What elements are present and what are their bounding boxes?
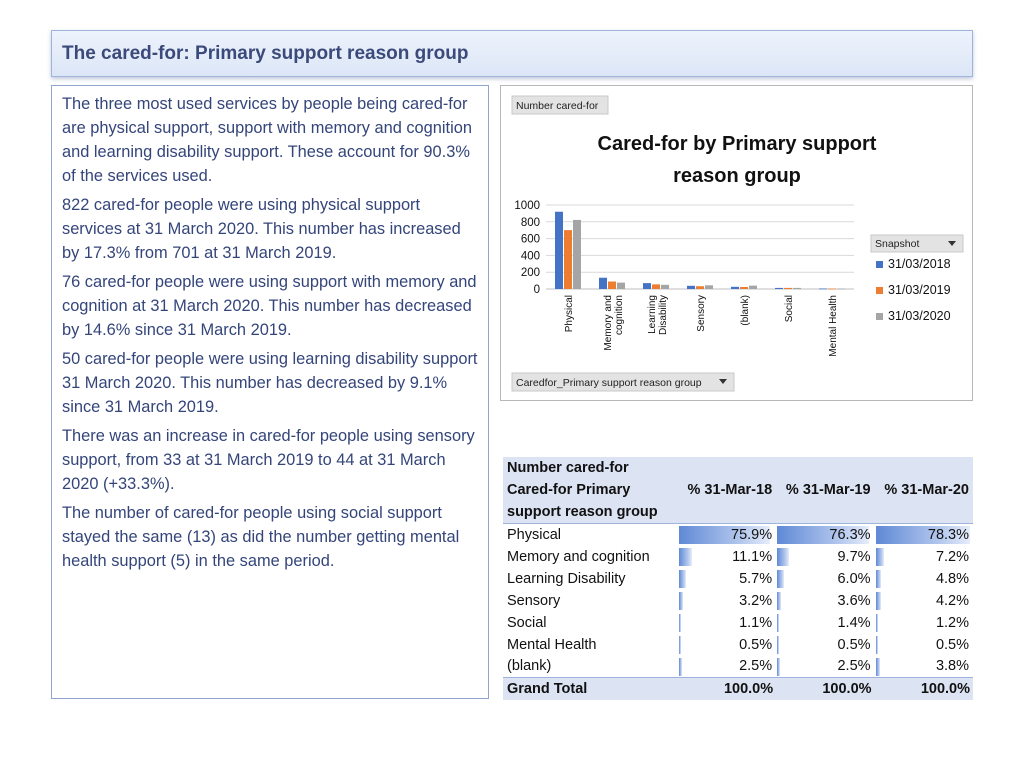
data-bar — [679, 636, 681, 654]
bar-31-03-2019 — [652, 284, 660, 289]
percent-cell: 1.1% — [678, 612, 776, 634]
data-bar — [876, 636, 878, 654]
data-bar — [679, 658, 682, 676]
narrative-panel — [51, 85, 489, 699]
table-row — [503, 524, 973, 546]
data-bar — [876, 658, 881, 676]
row-label: Mental Health — [507, 636, 597, 653]
page-title: The cared-for: Primary support reason group — [62, 42, 469, 64]
percent-cell: 2.5% — [678, 656, 776, 678]
total-cell: 100.0% — [875, 678, 973, 700]
y-tick-label: 800 — [520, 216, 540, 229]
percent-cell: 1.2% — [875, 612, 973, 634]
percent-cell: 2.5% — [776, 656, 874, 678]
row-label: Social — [507, 614, 547, 631]
bar-31-03-2018 — [775, 288, 783, 289]
y-tick-label: 0 — [533, 284, 540, 296]
chart-title: Cared-for by Primary support — [597, 133, 877, 155]
x-tick-label-line: (blank) — [740, 295, 751, 326]
percent-cell: 11.1% — [678, 546, 776, 568]
legend-swatch — [876, 313, 883, 320]
percent-cell: 1.4% — [776, 612, 874, 634]
snapshot-filter-label: Snapshot — [875, 238, 920, 250]
table-row — [503, 546, 973, 568]
row-label: Memory and cognition — [507, 548, 650, 565]
total-cell: 100.0% — [776, 678, 874, 700]
total-cell: 100.0% — [678, 678, 776, 700]
data-bar — [679, 592, 683, 610]
bar-31-03-2018 — [643, 283, 651, 289]
bar-31-03-2019 — [828, 289, 836, 290]
percent-cell: 5.7% — [678, 568, 776, 590]
percent-cell: 9.7% — [776, 546, 874, 568]
row-label: (blank) — [507, 658, 552, 675]
data-bar — [777, 570, 784, 588]
chart-title: reason group — [673, 165, 801, 187]
bar-31-03-2020 — [749, 286, 757, 289]
y-tick-label: 600 — [520, 233, 540, 246]
x-tick-label-line: Sensory — [696, 295, 707, 332]
legend-swatch — [876, 287, 883, 294]
data-bar — [876, 570, 882, 588]
x-tick-label-line: cognition — [614, 295, 625, 336]
narrative-paragraph: 822 cared-for people were using physical support services at 31 March 2020. This number has increased by 17.3% from 701 at 31 March 2019. — [62, 196, 461, 262]
data-bar — [679, 614, 681, 632]
value-field-label: Number cared-for — [516, 100, 599, 112]
x-tick-label — [828, 295, 839, 357]
percent-cell: 76.3% — [776, 524, 874, 546]
percent-cell: 3.2% — [678, 590, 776, 612]
legend-label: 31/03/2019 — [888, 283, 951, 297]
row-header — [503, 457, 678, 524]
narrative-paragraph: The number of cared-for people using social support stayed the same (13) as did the number getting mental health support (5) in the same period. — [62, 504, 460, 570]
x-tick-label — [647, 295, 669, 335]
legend-label: 31/03/2018 — [888, 257, 951, 271]
percent-cell: 75.9% — [678, 524, 776, 546]
bar-31-03-2018 — [599, 278, 607, 289]
bar-31-03-2020 — [837, 289, 845, 290]
bar-31-03-2018 — [731, 287, 739, 289]
percent-cell: 0.5% — [678, 634, 776, 656]
x-tick-label-line: Memory and — [603, 295, 614, 351]
legend-swatch — [876, 261, 883, 268]
y-tick-label: 1000 — [514, 200, 540, 212]
narrative-paragraph: 76 cared-for people were using support with memory and cognition at 31 March 2020. This number has decreased by 14.6% since 31 March 2019. — [62, 273, 477, 339]
x-tick-label — [740, 295, 751, 326]
data-bar — [679, 570, 686, 588]
narrative-paragraph: The three most used services by people being cared-for are physical support, support with memory and cognition and learning disability support. These account for 90.3% of the services used. — [62, 95, 472, 185]
x-tick-label-line: Disability — [658, 295, 669, 336]
narrative-paragraph: 50 cared-for people were using learning disability support 31 March 2020. This number has decreased by 9.1% since 31 March 2019. — [62, 350, 478, 416]
x-tick-label-line: Physical — [564, 295, 575, 333]
x-tick-label — [696, 295, 707, 332]
table-row — [503, 656, 973, 678]
header-line: Number cared-for — [507, 460, 629, 476]
column-header: % 31-Mar-18 — [678, 457, 776, 524]
bar-chart — [501, 86, 974, 402]
slide-title-bar — [51, 30, 973, 77]
row-label: Sensory — [507, 592, 561, 609]
table-row — [503, 612, 973, 634]
header-line: Cared-for Primary — [507, 482, 631, 498]
legend-label: 31/03/2020 — [888, 309, 951, 323]
percent-cell: 3.6% — [776, 590, 874, 612]
column-header: % 31-Mar-19 — [776, 457, 874, 524]
table-row — [503, 568, 973, 590]
bar-31-03-2020 — [617, 283, 625, 289]
pivot-chart-panel — [500, 85, 973, 401]
data-bar — [777, 548, 789, 566]
x-tick-label — [564, 295, 575, 332]
data-bar — [777, 614, 779, 632]
data-bar — [777, 636, 779, 654]
bar-31-03-2019 — [784, 288, 792, 289]
x-tick-label-line: Social — [784, 295, 795, 323]
bar-31-03-2019 — [608, 282, 616, 289]
percent-cell: 0.5% — [776, 634, 874, 656]
x-tick-label-line: Mental Health — [828, 295, 839, 357]
bar-31-03-2020 — [661, 285, 669, 289]
data-bar — [876, 592, 881, 610]
percent-cell: 4.2% — [875, 590, 973, 612]
data-bar — [777, 592, 781, 610]
bar-31-03-2020 — [705, 285, 713, 289]
row-label: Learning Disability — [507, 570, 626, 587]
y-tick-label: 200 — [520, 267, 540, 280]
data-bar — [876, 548, 885, 566]
y-tick-label: 400 — [520, 250, 540, 263]
table-row — [503, 590, 973, 612]
column-header: % 31-Mar-20 — [875, 457, 973, 524]
bar-31-03-2019 — [696, 286, 704, 289]
data-bar — [876, 614, 878, 632]
header-line: support reason group — [507, 504, 658, 520]
bar-31-03-2018 — [555, 212, 563, 289]
bar-31-03-2018 — [819, 288, 827, 289]
percent-cell: 6.0% — [776, 568, 874, 590]
data-bar — [679, 548, 692, 566]
narrative-paragraph: There was an increase in cared-for people using sensory support, from 33 at 31 March 2019 to 44 at 31 March 2020 (+33.3%). — [62, 427, 475, 493]
pivot-table — [503, 457, 973, 700]
percent-cell: 7.2% — [875, 546, 973, 568]
bar-31-03-2018 — [687, 286, 695, 289]
x-tick-label-line: Learning — [647, 295, 658, 334]
bar-31-03-2020 — [573, 220, 581, 289]
percent-cell: 78.3% — [875, 524, 973, 546]
bar-31-03-2019 — [740, 287, 748, 289]
x-tick-label — [603, 295, 625, 351]
percent-cell: 3.8% — [875, 656, 973, 678]
percent-cell: 4.8% — [875, 568, 973, 590]
row-field-label: Caredfor_Primary support reason group — [516, 377, 702, 389]
bar-31-03-2020 — [793, 288, 801, 289]
percent-cell: 0.5% — [875, 634, 973, 656]
x-tick-label — [784, 295, 795, 322]
data-bar — [777, 658, 780, 676]
bar-31-03-2019 — [564, 230, 572, 289]
grand-total-row: Grand Total 100.0% 100.0% 100.0% — [503, 678, 973, 700]
table-row — [503, 634, 973, 656]
row-label: Physical — [503, 524, 678, 546]
